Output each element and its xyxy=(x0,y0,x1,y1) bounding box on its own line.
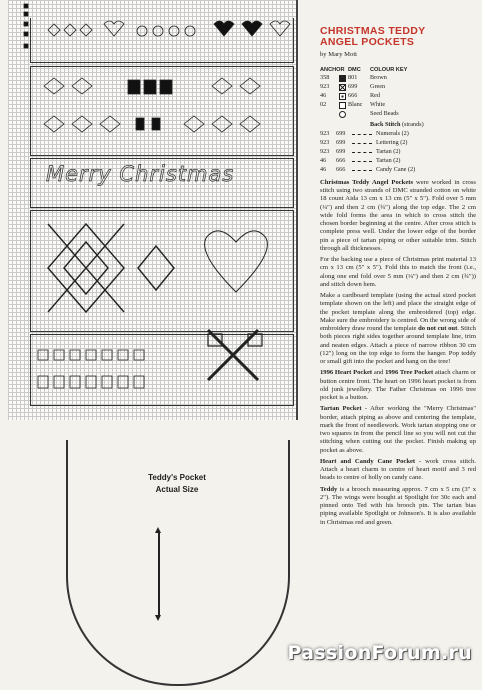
blank-square-icon xyxy=(336,103,348,109)
candy-cane-motif xyxy=(208,330,262,380)
merry-christmas-lettering: Merry Christmas xyxy=(46,162,235,186)
pocket-template-label xyxy=(112,472,242,496)
key-row xyxy=(320,74,476,83)
bs-label: Candy Cane (2) xyxy=(376,165,416,173)
dashed-line-icon xyxy=(352,170,372,171)
paragraph-tartan xyxy=(320,405,476,455)
bs-label: Tartan (2) xyxy=(376,147,401,155)
bs-anchor: 46 xyxy=(320,156,327,164)
tartan-motif xyxy=(48,224,174,312)
instructions-body xyxy=(320,179,476,527)
dotted-square-icon xyxy=(336,94,348,100)
key-colour: Seed Beads xyxy=(370,110,399,118)
bs-anchor: 923 xyxy=(320,147,330,155)
bs-anchor: 46 xyxy=(320,165,327,173)
key-row xyxy=(320,92,476,101)
template-size: Actual Size xyxy=(155,485,199,494)
candy-cane-text: - work cross stitch. Attach a heart charm to centre of heart motif and 3 red beads to centre of holly on candy cane. xyxy=(320,457,476,482)
bs-anchor: 923 xyxy=(320,129,330,137)
teddy-heading: Teddy xyxy=(320,485,338,493)
holly-motif xyxy=(44,78,260,132)
cross-square-icon xyxy=(336,85,348,91)
intro-text: were worked in cross stitch using two strands of DMC stranded cotton on white 18 count Aida 13 cm x 13 cm (5" x 5"). Fold over 5 mm (¼") and then 2 cm (¾") along the top edge. The 2 cm wide fold forms the area in which to cross stitch the chosen border beginning at the centre. After cross stitch is complete press well. Under the lower edge of the border pin a piece of tartan piping or other suitable trim. Stitch through all thicknesses. xyxy=(320,178,476,252)
dashed-line-icon xyxy=(352,143,372,144)
key-dmc: 801 xyxy=(348,74,358,82)
bs-dmc: 699 xyxy=(336,138,346,146)
dashed-line-icon xyxy=(352,134,372,135)
cross-stitch-chart xyxy=(8,0,298,420)
heart-motif xyxy=(205,231,268,292)
chart-motifs xyxy=(8,0,296,420)
tartan-text: - After working the "Merry Christmas" border, attach piping as above and centering the template, mark the front of needlework. Work tartan stopping one or two squares in from the pencil line so you will not cut the stitching when cutting out the pocket. Finish making up pocket as above. xyxy=(320,405,476,454)
instructions-column xyxy=(320,26,476,530)
key-colour: White xyxy=(370,101,386,109)
paragraph-teddy xyxy=(320,486,476,527)
bs-label: Numerals (2) xyxy=(376,129,409,137)
candy-cane-heading: Heart and Candy Cane Pocket xyxy=(320,457,416,465)
key-row xyxy=(320,101,476,110)
heart-tree-text: attach charm or button centre front. The heart on 1996 heart pocket is from old junk jewellery. The Father Christmas on 1996 tree pocket is a button. xyxy=(320,369,476,402)
dashed-line-icon xyxy=(352,161,372,162)
key-header-dmc: DMC xyxy=(348,66,361,73)
key-header-anchor: ANCHOR xyxy=(320,66,345,73)
title-line-2: ANGEL POCKETS xyxy=(320,36,415,48)
key-dmc: 666 xyxy=(348,92,358,100)
key-row xyxy=(320,83,476,92)
backstitch-strands: (strands) xyxy=(401,121,424,129)
template-warning: do not cut out xyxy=(418,325,458,333)
key-colour: Brown xyxy=(370,74,387,82)
backstitch-row xyxy=(320,166,476,175)
bs-anchor: 923 xyxy=(320,138,330,146)
key-dmc: Blanc xyxy=(348,101,363,109)
key-header-colour: COLOUR KEY xyxy=(370,66,408,73)
title-line-1: CHRISTMAS TEDDY xyxy=(320,25,426,37)
paragraph-backing: For the backing use a piece of Christmas print material 13 cm x 13 cm (5" x 5"). Fold this to match the front (i.e., along one end fold over 5 mm (¼") and then 2 cm (¾")) and stitch down hem. xyxy=(320,256,476,288)
key-dmc: 699 xyxy=(348,83,358,91)
bs-dmc: 666 xyxy=(336,156,346,164)
key-anchor: 46 xyxy=(320,92,327,100)
teddy-text: is a brooch measuring approx. 7 cm x 5 cm (3" x 2"). The wings were bought at Spotlight for 30c each and pinned onto Ted with his brooch pin. The tartan bias piping available Spotlight or Johnson's. It is also available in Christmas red and green. xyxy=(320,485,476,526)
key-anchor: 358 xyxy=(320,74,330,82)
key-colour: Green xyxy=(370,83,386,91)
key-colour: Red xyxy=(370,92,380,100)
tartan-heading: Tartan Pocket xyxy=(320,405,362,413)
backstitch-row xyxy=(320,139,476,148)
byline: by Mary Mott xyxy=(320,51,357,58)
paragraph-heart-tree xyxy=(320,369,476,402)
template-text-a: Make a cardboard template (using the actual sized pocket template shown on the left) and place the straight edge of the pocket template along the embroidered (top) edge. Make sure the embroidery is centred. On the wrong side of embroidery draw round the template xyxy=(320,292,476,333)
dashed-line-icon xyxy=(352,152,372,153)
backstitch-key xyxy=(320,130,476,175)
filled-square-icon xyxy=(336,76,348,82)
and-text: and xyxy=(372,369,386,377)
backstitch-row xyxy=(320,130,476,139)
bs-label: Tartan (2) xyxy=(376,156,401,164)
template-text-b: . Stitch both pieces right sides together around template line, trim and neaten edges. Attach a piece of narrow ribbon 30 cm (12") long on the top edge to form the hanger. Pop teddy or small gift into the pocket and hang on the tree! xyxy=(320,325,476,366)
template-title: Teddy's Pocket xyxy=(148,473,206,482)
colour-key-header xyxy=(320,66,476,75)
heart-pocket-heading: 1996 Heart Pocket xyxy=(320,369,373,377)
bs-label: Lettering (2) xyxy=(376,138,408,146)
bs-dmc: 699 xyxy=(336,147,346,155)
bs-dmc: 666 xyxy=(336,165,346,173)
double-arrow-icon xyxy=(158,532,160,616)
intro-heading: Christmas Teddy Angel Pockets xyxy=(320,178,414,186)
backstitch-row xyxy=(320,148,476,157)
numerals-motif xyxy=(24,4,290,48)
key-anchor: 02 xyxy=(320,101,327,109)
key-anchor: 923 xyxy=(320,83,330,91)
bs-dmc: 699 xyxy=(336,129,346,137)
backstitch-row xyxy=(320,157,476,166)
bead-circle-icon xyxy=(336,112,348,118)
backstitch-title-text: Back Stitch xyxy=(370,121,401,129)
paragraph-candy-cane xyxy=(320,458,476,483)
tree-pocket-heading: 1996 Tree Pocket xyxy=(385,369,434,377)
key-row xyxy=(320,110,476,119)
paragraph-intro xyxy=(320,179,476,253)
paragraph-template xyxy=(320,292,476,366)
border-motif xyxy=(38,350,144,388)
page-title xyxy=(320,26,476,48)
colour-key xyxy=(320,74,476,119)
watermark: PassionForum.ru xyxy=(287,642,472,664)
backstitch-title xyxy=(370,121,476,130)
